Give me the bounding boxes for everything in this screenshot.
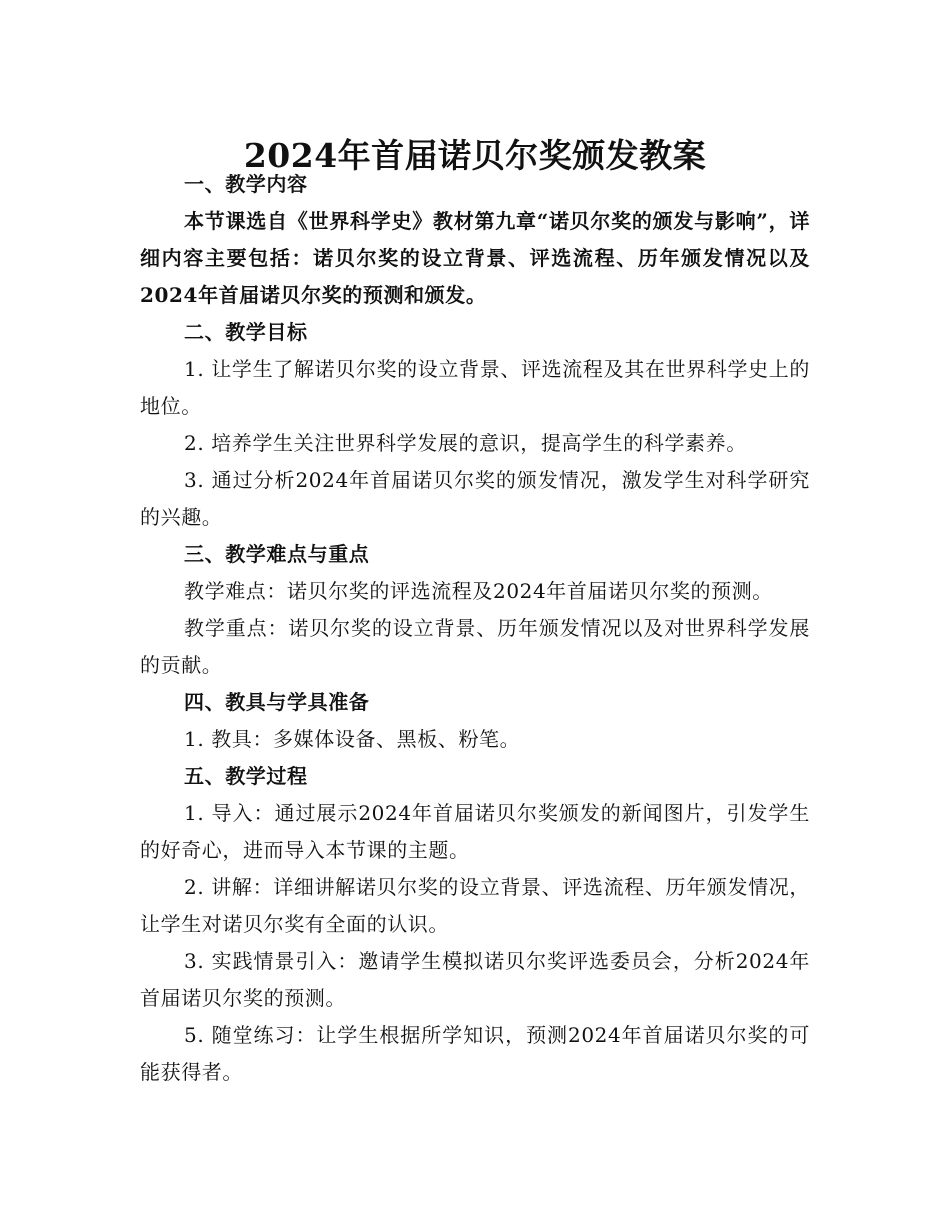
teaching-difficulty: 教学难点：诺贝尔奖的评选流程及2024年首届诺贝尔奖的预测。 [184, 579, 773, 603]
section-heading-difficulties-focus: 三、教学难点与重点 [184, 542, 370, 566]
goal-item-3: 3. 通过分析2024年首届诺贝尔奖的颁发情况，激发学生对科学研究的兴趣。 [140, 468, 810, 529]
goal-item-1: 1. 让学生了解诺贝尔奖的设立背景、评选流程及其在世界科学史上的地位。 [140, 357, 810, 418]
process-item-lecture: 2. 讲解：详细讲解诺贝尔奖的设立背景、评选流程、历年颁发情况，让学生对诺贝尔奖有全面的认识。 [140, 875, 810, 936]
process-item-practice-scenario: 3. 实践情景引入：邀请学生模拟诺贝尔奖评选委员会，分析2024年首届诺贝尔奖的预测。 [140, 949, 810, 1010]
goal-item-2: 2. 培养学生关注世界科学发展的意识，提高学生的科学素养。 [184, 431, 747, 455]
section-heading-teaching-content: 一、教学内容 [184, 172, 308, 196]
process-item-exercise: 5. 随堂练习：让学生根据所学知识，预测2024年首届诺贝尔奖的可能获得者。 [140, 1023, 810, 1084]
section-heading-materials: 四、教具与学具准备 [184, 690, 370, 714]
section-heading-teaching-goals: 二、教学目标 [184, 320, 308, 344]
process-item-intro: 1. 导入：通过展示2024年首届诺贝尔奖颁发的新闻图片，引发学生的好奇心，进而导入本节课的主题。 [140, 801, 810, 862]
materials-item-1: 1. 教具：多媒体设备、黑板、粉笔。 [184, 727, 521, 751]
teaching-focus: 教学重点：诺贝尔奖的设立背景、历年颁发情况以及对世界科学发展的贡献。 [140, 616, 810, 677]
document-body [140, 166, 810, 1091]
document-title: 2024年首届诺贝尔奖颁发教案 [243, 136, 707, 176]
teaching-content-paragraph: 本节课选自《世界科学史》教材第九章“诺贝尔奖的颁发与影响”，详细内容主要包括：诺贝尔奖的设立背景、评选流程、历年颁发情况以及2024年首届诺贝尔奖的预测和颁发。 [140, 209, 810, 307]
section-heading-teaching-process: 五、教学过程 [184, 764, 308, 788]
